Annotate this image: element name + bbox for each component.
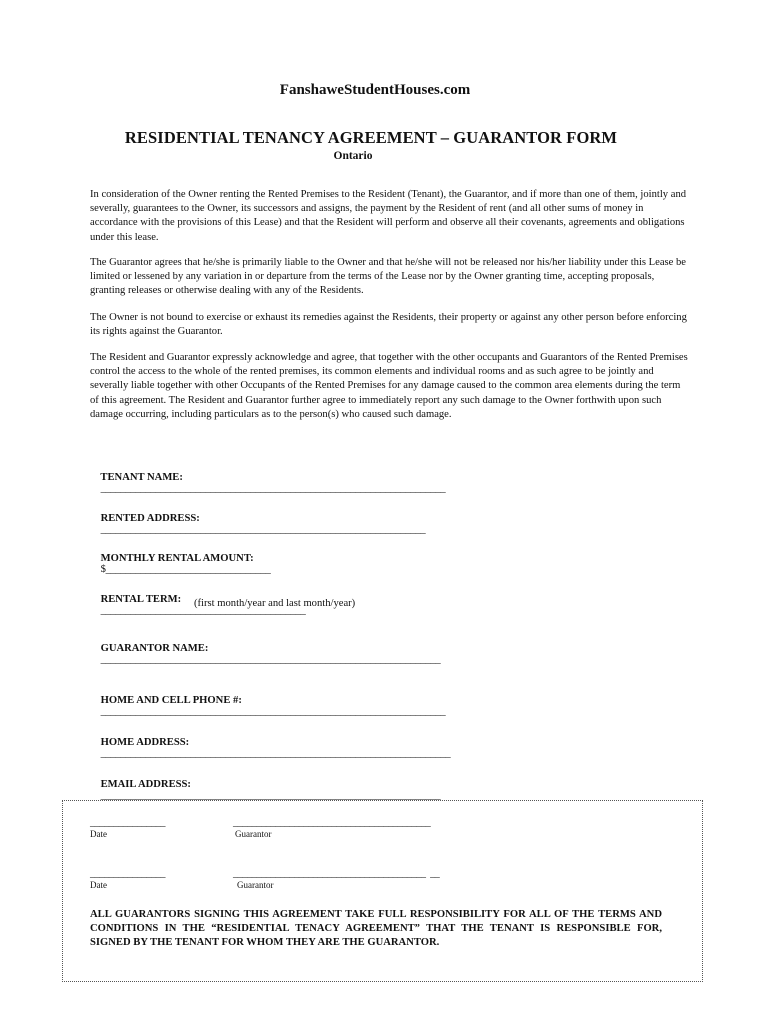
guarantor-responsibility-notice: ALL GUARANTORS SIGNING THIS AGREEMENT TAKE FULL RESPONSIBILITY FOR ALL OF THE TERMS AND CONDITIONS IN THE “RESIDENTIAL TENACY AGREEMENT” THAT THE TENANT IS RESPONSIBLE FOR, SIGNED BY THE TENANT FOR WHOM THEY ARE THE GUARANTOR. <box>90 909 662 949</box>
tenant-name-field[interactable] <box>90 461 445 505</box>
paragraph-damage: The Resident and Guarantor expressly acknowledge and agree, that together with the other occupants and Guarantors of the Rented Premises control the access to the whole of the rented premises, its common elements and individual rooms and as such agree to be jointly and severally liable together with other Occupants of the Rented Premises for any damage caused to the common area elements during the term of this agreement. The Resident and Guarantor further agree to immediately report any such damage to the Owner forthwith upon such damage occurring, including particulars as to the person(s) who caused such damage. <box>90 352 688 420</box>
paragraph-consideration: In consideration of the Owner renting the Rented Premises to the Resident (Tenant), the Guarantor, and if more than one of them, jointly and severally, guarantees to the Owner, its successors and assigns, the payment by the Resident of rent (and all other sums of money in accordance with the provisions of this Lease) and that the Resident will perform and observe all their covenants, agreements and obligations under this lease. <box>90 189 687 243</box>
rental-term-label: RENTAL TERM: <box>100 594 182 605</box>
home-address-line[interactable]: ______________________________________________________________________ <box>100 748 451 759</box>
rental-term-hint: (first month/year and last month/year) <box>194 598 356 609</box>
phone-line[interactable]: _____________________________________________________________________ <box>100 706 446 717</box>
guarantor-signature-line-2[interactable]: _________________________________________ __ <box>233 868 440 879</box>
monthly-rental-amount-field[interactable] <box>90 542 271 586</box>
rented-address-field[interactable] <box>90 502 425 546</box>
date-line-2[interactable]: ________________ <box>90 868 166 879</box>
rental-term-line[interactable]: _________________________________________ <box>100 605 306 616</box>
paragraph-remedies: The Owner is not bound to exercise or exhaust its remedies against the Residents, their property or against any other person before enforcing its rights against the Guarantor. <box>90 312 687 338</box>
home-address-field[interactable] <box>90 726 450 770</box>
monthly-rental-amount-line[interactable]: $_________________________________ <box>100 564 271 575</box>
rented-address-label: RENTED ADDRESS: <box>100 513 200 524</box>
document-subtitle: Ontario <box>333 150 373 162</box>
guarantor-name-label: GUARANTOR NAME: <box>100 643 209 654</box>
date-line-1[interactable]: ________________ <box>90 817 166 828</box>
guarantor-name-field[interactable] <box>90 632 440 676</box>
guarantor-signature-line-1[interactable]: __________________________________________ <box>233 817 431 828</box>
paragraph-liability: The Guarantor agrees that he/she is primarily liable to the Owner and that he/she will not be released nor his/her liability under this Lease be limited or lessened by any variation in or departure from the terms of the Lease nor by the Owner granting time, accepting proposals, granting releases or otherwise dealing with any of the Residents. <box>90 257 687 297</box>
home-address-label: HOME ADDRESS: <box>100 737 190 748</box>
email-address-label: EMAIL ADDRESS: <box>100 779 191 790</box>
email-address-line[interactable]: ____________________________________________________________________ <box>100 790 441 801</box>
monthly-rental-amount-label: MONTHLY RENTAL AMOUNT: <box>100 553 254 564</box>
guarantor-label-2: Guarantor <box>237 880 274 890</box>
guarantor-name-line[interactable]: ____________________________________________________________________ <box>100 654 441 665</box>
phone-label: HOME AND CELL PHONE #: <box>100 695 242 706</box>
tenant-name-label: TENANT NAME: <box>100 472 183 483</box>
phone-field[interactable] <box>90 684 445 728</box>
document-title: RESIDENTIAL TENANCY AGREEMENT – GUARANTOR FORM <box>124 128 618 147</box>
date-label-2: Date <box>90 880 107 890</box>
guarantor-label-1: Guarantor <box>235 829 272 839</box>
date-label-1: Date <box>90 829 107 839</box>
rented-address-line[interactable]: _________________________________________________________________ <box>100 524 426 535</box>
tenant-name-line[interactable]: _____________________________________________________________________ <box>100 483 446 494</box>
site-name: FanshaweStudentHouses.com <box>279 82 471 98</box>
